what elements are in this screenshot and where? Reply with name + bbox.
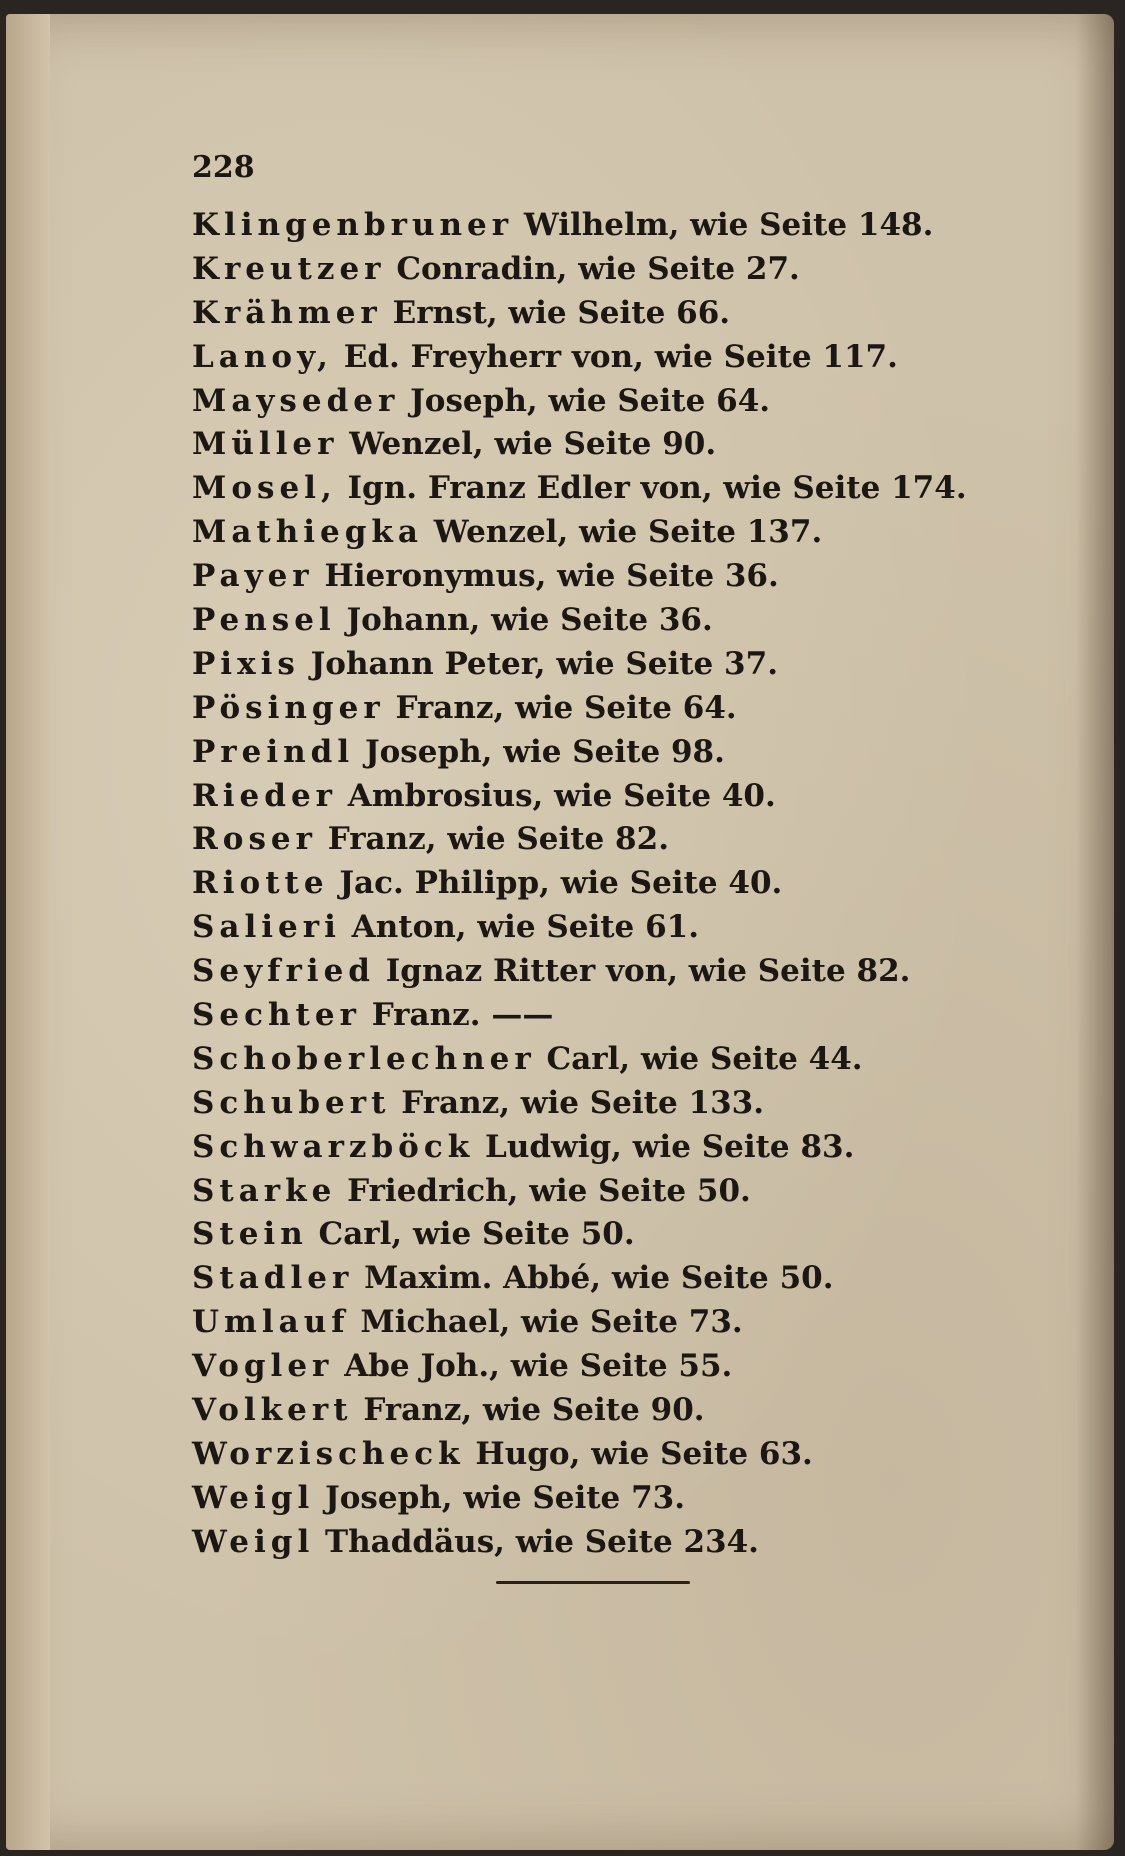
entry-details: Ernst, wie Seite 66. [392,294,731,331]
entry-surname: Mosel, [192,470,337,507]
entry-details: Joseph, wie Seite 98. [364,733,725,770]
list-item [192,1521,967,1565]
list-item [192,1301,967,1345]
entry-surname: Weigl [192,1523,315,1560]
entry-details: Ignaz Ritter von, wie Seite 82. [385,953,911,990]
entry-details: Franz. —— [371,997,554,1034]
entry-details: Johann Peter, wie Seite 37. [310,645,778,682]
entry-surname: Starke [192,1172,337,1209]
entry-details: Ambrosius, wie Seite 40. [347,777,776,814]
entry-surname: Pensel [192,602,336,639]
list-item [192,1389,967,1433]
entry-details: Carl, wie Seite 44. [546,1040,863,1077]
list-item [192,1170,967,1214]
entry-details: Franz, wie Seite 90. [363,1392,705,1429]
list-item [192,1257,967,1301]
list-item [192,1082,967,1126]
page-gutter [6,14,50,1850]
list-item [192,1477,967,1521]
list-item [192,599,967,643]
list-item [192,862,967,906]
closing-rule [496,1581,690,1584]
list-item [192,1433,967,1477]
entry-surname: Lanoy, [192,338,333,375]
list-item [192,818,967,862]
entry-surname: Seyfried [192,953,375,990]
list-item [192,687,967,731]
entry-details: Ed. Freyherr von, wie Seite 117. [343,338,898,375]
list-item [192,204,967,248]
entry-details: Carl, wie Seite 50. [318,1216,635,1253]
entry-surname: Salieri [192,909,341,946]
entry-surname: Krähmer [192,294,382,331]
entry-details: Conradin, wie Seite 27. [396,250,800,287]
entry-details: Abe Joh., wie Seite 55. [344,1348,733,1385]
entry-surname: Vogler [192,1348,334,1385]
entry-details: Ign. Franz Edler von, wie Seite 174. [347,470,967,507]
entry-surname: Stadler [192,1260,354,1297]
entry-details: Jac. Philipp, wie Seite 40. [339,865,783,902]
entry-details: Maxim. Abbé, wie Seite 50. [364,1260,834,1297]
entry-surname: Schoberlechner [192,1040,536,1077]
entry-surname: Pixis [192,645,300,682]
entry-details: Hugo, wie Seite 63. [475,1435,813,1472]
entry-surname: Pösinger [192,689,385,726]
entry-surname: Schwarzböck [192,1128,475,1165]
entry-surname: Mathiegka [192,514,423,551]
page-edge-shadow [1076,14,1114,1850]
entry-surname: Stein [192,1216,308,1253]
list-item [192,380,967,424]
entry-details: Michael, wie Seite 73. [360,1304,743,1341]
entry-details: Hieronymus, wie Seite 36. [324,558,779,595]
entry-details: Wilhelm, wie Seite 148. [523,207,934,243]
book-page [6,14,1114,1850]
entry-details: Thaddäus, wie Seite 234. [325,1523,759,1560]
entry-details: Joseph, wie Seite 64. [410,382,771,419]
entry-details: Wenzel, wie Seite 90. [349,426,717,463]
composer-index-list [192,204,967,1565]
entry-surname: Preindl [192,733,355,770]
entry-details: Wenzel, wie Seite 137. [433,514,823,551]
list-item [192,775,967,819]
entry-details: Franz, wie Seite 133. [401,1084,764,1121]
list-item [192,555,967,599]
entry-surname: Payer [192,558,314,595]
list-item [192,950,967,994]
entry-surname: Müller [192,426,339,463]
entry-surname: Rieder [192,777,337,814]
entry-surname: Klingenbruner [192,207,514,243]
entry-surname: Kreutzer [192,250,386,287]
entry-surname: Sechter [192,997,361,1034]
list-item [192,994,967,1038]
entry-details: Ludwig, wie Seite 83. [485,1128,855,1165]
list-item [192,248,967,292]
entry-surname: Schubert [192,1084,391,1121]
entry-details: Franz, wie Seite 82. [327,821,669,858]
entry-surname: Mayseder [192,382,400,419]
entry-surname: Weigl [192,1479,315,1516]
list-item [192,643,967,687]
list-item [192,1213,967,1257]
list-item [192,511,967,555]
entry-surname: Worzischeck [192,1435,465,1472]
entry-surname: Umlauf [192,1304,350,1341]
entry-details: Joseph, wie Seite 73. [325,1479,685,1516]
entry-surname: Riotte [192,865,329,902]
entry-details: Franz, wie Seite 64. [395,689,737,726]
list-item [192,1345,967,1389]
list-item [192,467,967,511]
list-item [192,292,967,336]
list-item [192,1126,967,1170]
page-number: 228 [192,150,255,185]
list-item [192,1038,967,1082]
entry-surname: Roser [192,821,317,858]
list-item [192,731,967,775]
list-item [192,423,967,467]
list-item [192,906,967,950]
entry-details: Friedrich, wie Seite 50. [347,1172,751,1209]
entry-surname: Volkert [192,1392,353,1429]
entry-details: Anton, wie Seite 61. [351,909,699,946]
entry-details: Johann, wie Seite 36. [346,602,713,639]
list-item [192,336,967,380]
